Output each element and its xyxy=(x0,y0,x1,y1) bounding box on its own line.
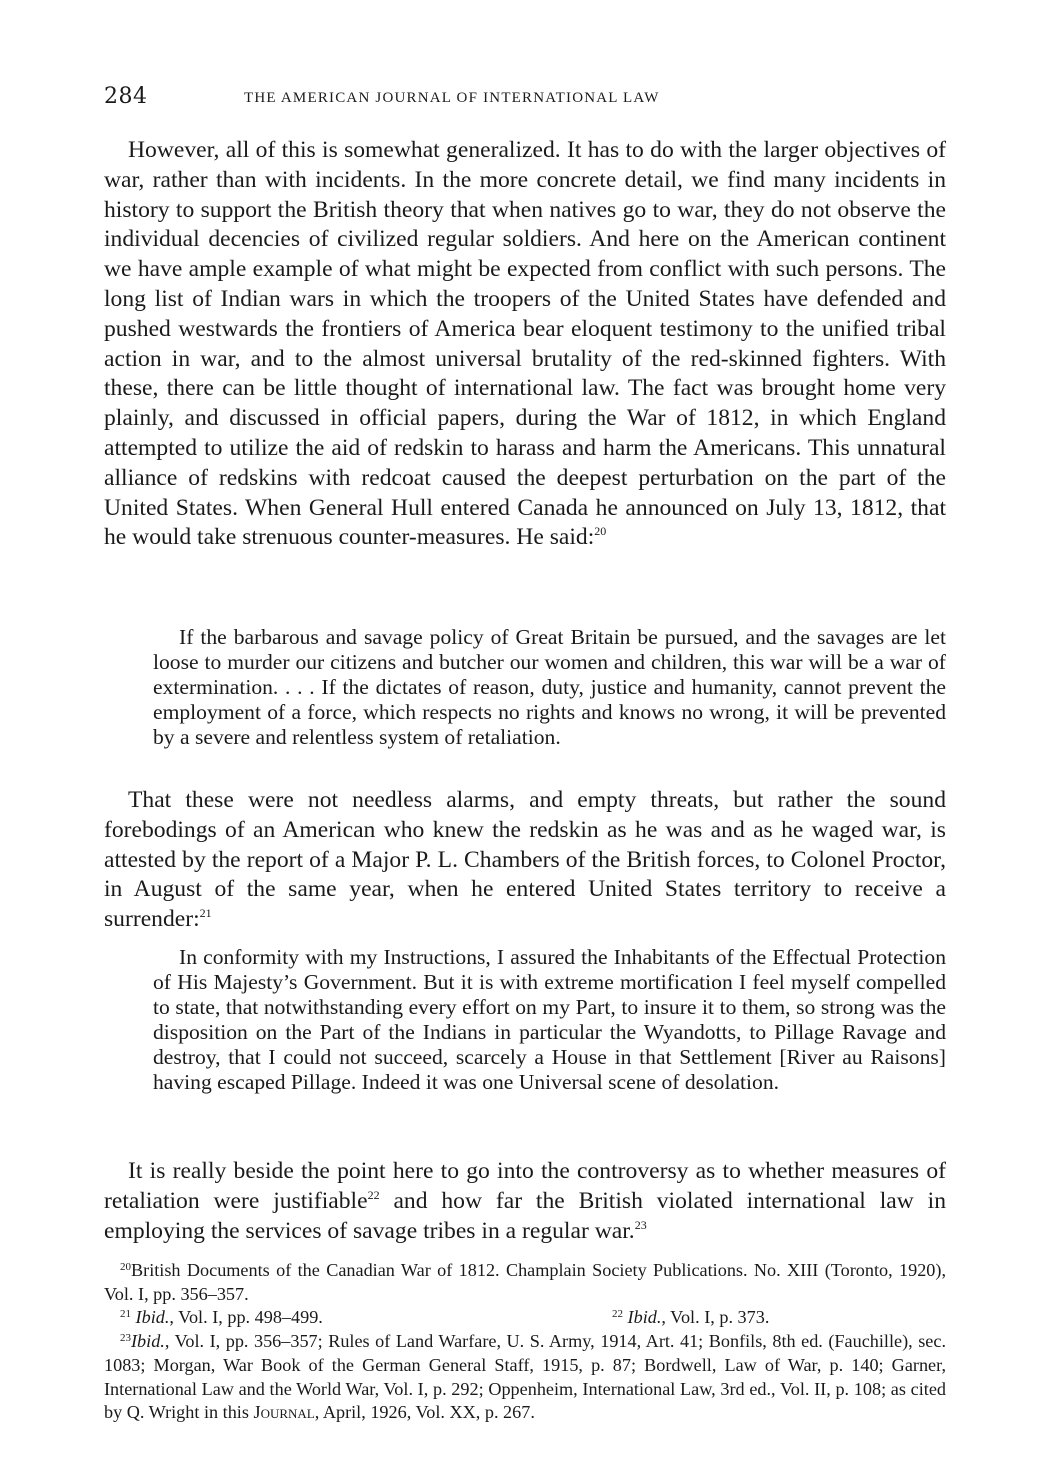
footnote-20-text: British Documents of the Canadian War of 1812. Champlain Society Publications. No. XIII (Toronto, 1920), Vol. I, pp. 356–357. xyxy=(104,1260,946,1304)
footnote-21-mark: 21 xyxy=(120,1308,131,1321)
footnote-22-text: , Vol. I, p. 373. xyxy=(661,1307,770,1328)
footnote-ref-22: 22 xyxy=(367,1187,380,1202)
footnote-23-ibid: Ibid. xyxy=(131,1331,165,1352)
footnote-23 xyxy=(104,1330,946,1425)
footnote-ref-23: 23 xyxy=(634,1217,647,1232)
footnote-row-21-22 xyxy=(104,1306,946,1330)
footnote-20-mark: 20 xyxy=(120,1261,131,1273)
paragraph-1-text: However, all of this is somewhat generalized. It has to do with the larger objectives of war, rather than with incidents. In the more concrete detail, we find many incidents in history to support the British theory that when natives go to war, they do not observe the individual decencies of civilized regular soldiers. And here on the American continent we have ample example of what might be expected from conflict with such persons. The long list of Indian wars in which the troopers of the United States have defended and pushed westwards the frontiers of America bear eloquent testimony to the unified tribal action in war, and to the almost universal brutality of the red-skinned fighters. With these, there can be little thought of international law. The fact was brought home very plainly, and discussed in official papers, during the War of 1812, in which England attempted to utilize the aid of redskin to harass and harm the Americans. This unnatural alliance of redskins with redcoat caused the deepest perturbation on the part of the United States. When General Hull entered Canada he announced on July 13, 1812, that he would take strenuous counter-measures. He said: xyxy=(104,137,946,551)
footnote-22-ibid: Ibid. xyxy=(627,1307,662,1328)
footnote-20 xyxy=(104,1259,946,1306)
footnote-21 xyxy=(120,1306,323,1330)
paragraph-3-text-a: It is really beside the point here to go into the controversy as to whether measures of retaliation were justifiable xyxy=(104,1158,946,1214)
paragraph-2 xyxy=(104,786,946,935)
footnote-22 xyxy=(612,1306,769,1330)
footnote-21-ibid: Ibid. xyxy=(135,1307,170,1328)
paragraph-3 xyxy=(104,1157,946,1246)
footnote-ref-21: 21 xyxy=(199,906,212,921)
footnote-ref-20: 20 xyxy=(594,524,607,539)
running-head xyxy=(104,84,946,114)
page-number: 284 xyxy=(104,84,148,109)
footnote-23-journal: Journal xyxy=(253,1402,315,1423)
footnote-22-mark: 22 xyxy=(612,1308,623,1321)
block-quote-chambers: In conformity with my Instructions, I assured the Inhabitants of the Effectual Protection of His Majesty’s Government. But it is with extreme mortification I feel myself compelled to state, that notwithstanding every effort on my Part, to insure it to them, so strong was the disposition on the Part of the Indians in particular the Wyandotts, to Pillage Ravage and destroy, that I could not succeed, scarcely a House in that Settlement [River au Raisons] having escaped Pillage. Indeed it was one Universal scene of desolation. xyxy=(153,945,946,1094)
footnote-21-text: , Vol. I, pp. 498–499. xyxy=(169,1307,323,1328)
paragraph-3-text-b: and how far the British violated international law in employing the services of savage tribes in a regular war. xyxy=(104,1187,946,1244)
paragraph-2-text: That these were not needless alarms, and empty threats, but rather the sound forebodings of an American who knew the redskin as he was and as he waged war, is attested by the report of a Major P. L. Chambers of the British forces, to Colonel Proctor, in August of the same year, when he entered United States territory to receive a surrender: xyxy=(104,787,946,933)
footnotes xyxy=(104,1259,946,1425)
block-quote-hull: If the barbarous and savage policy of Great Britain be pursued, and the savages are let loose to murder our citizens and butcher our women and children, this war will be a war of extermination. . . . If the dictates of reason, duty, justice and humanity, cannot prevent the employment of a force, which respects no rights and knows no wrong, it will be prevented by a severe and relentless system of retaliation. xyxy=(153,625,946,749)
paragraph-1 xyxy=(104,136,946,553)
footnote-23-text: , Vol. I, pp. 356–357; Rules of Land Warfare, U. S. Army, 1914, Art. 41; Bonfils, 8th ed. (Fauchille), sec. 1083; Morgan, War Book of the German General Staff, 1915, p. 87; Bordwell, Law of War, p. 140; Garner, International Law and the World War, Vol. I, p. 292; Oppenheim, International Law, 3rd ed., Vol. II, p. 108; as cited by Q. Wright in this xyxy=(104,1331,946,1423)
journal-title: THE AMERICAN JOURNAL OF INTERNATIONAL LAW xyxy=(244,90,660,106)
footnote-23-mark: 23 xyxy=(120,1332,131,1345)
footnote-23-tail: , April, 1926, Vol. XX, p. 267. xyxy=(314,1402,535,1423)
